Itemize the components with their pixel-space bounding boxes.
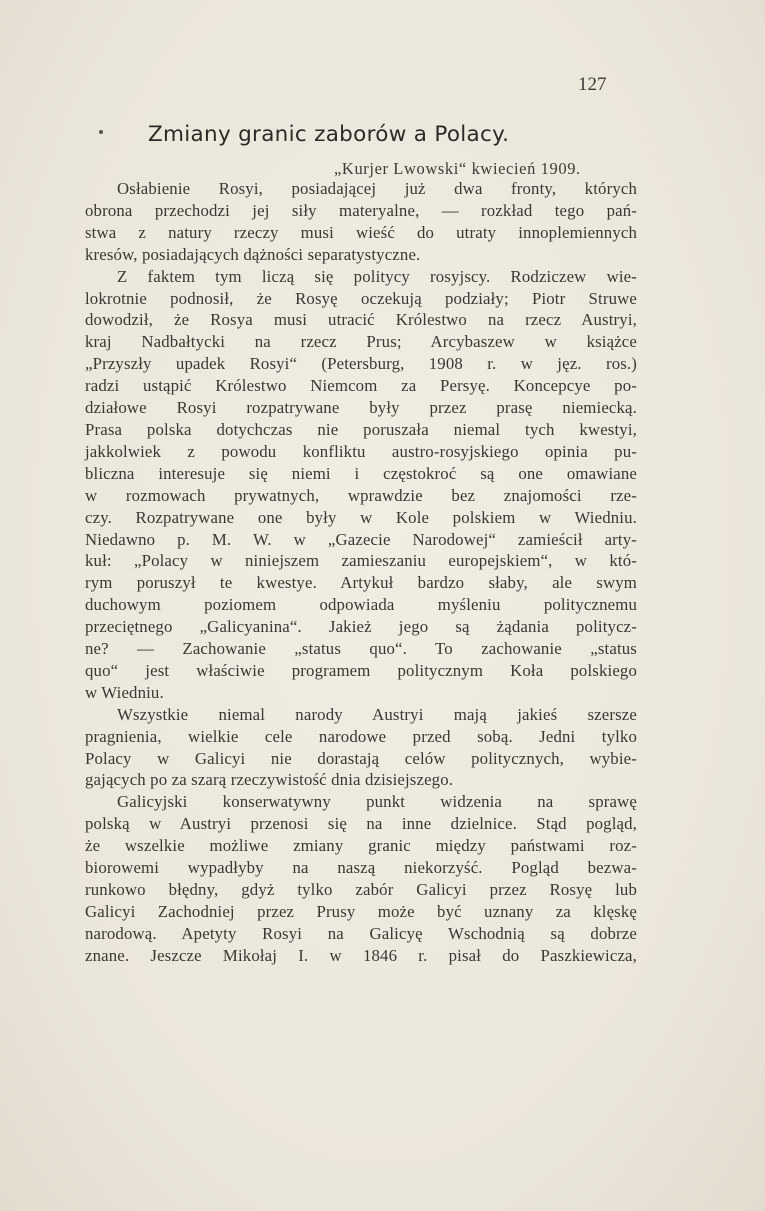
text-line: gających po za szarą rzeczywistość dnia dzisiejszego. (85, 770, 454, 790)
text-line: Niedawno p. M. W. w „Gazecie Narodowej“ zamieścił arty- (85, 529, 637, 549)
text-line: Z faktem tym liczą się politycy rosyjscy. Rodziczew wie- (117, 266, 637, 286)
text-line: bliczna interesuje się niemi i częstokroć są one omawiane (85, 463, 637, 483)
text-line: ne? — Zachowanie „status quo“. To zachowanie „status (85, 639, 637, 659)
text-line: „Przyszły upadek Rosyi“ (Petersburg, 1908 r. w jęz. ros.) (85, 354, 637, 374)
text-line: Wszystkie niemal narody Austryi mają jakieś szersze (117, 704, 637, 724)
text-line: kraj Nadbałtycki na rzecz Prus; Arcybaszew w książce (85, 332, 637, 352)
text-line: Osłabienie Rosyi, posiadającej już dwa fronty, których (117, 179, 637, 198)
text-line: Polacy w Galicyi nie dorastają celów politycznych, wybie- (85, 748, 637, 768)
text-line: narodową. Apetyty Rosyi na Galicyę Wschodnią są dobrze (85, 923, 637, 943)
text-line: radzi ustąpić Królestwo Niemcom za Persyę. Koncepcye po- (85, 376, 637, 396)
text-line: stwa z natury rzeczy musi wieść do utraty innoplemiennych (85, 222, 637, 242)
text-line: pragnienia, wielkie cele narodowe przed sobą. Jedni tylko (85, 726, 637, 746)
text-line: znane. Jeszcze Mikołaj I. w 1846 r. pisał do Paszkiewicza, (85, 945, 637, 965)
text-line: Prasa polska dotychczas nie poruszała niemal tych kwestyi, (85, 419, 637, 439)
text-line: dowodził, że Rosya musi utracić Królestwo na rzecz Austryi, (85, 310, 637, 330)
text-line: rym poruszył te kwestye. Artykuł bardzo słaby, ale swym (85, 573, 637, 593)
text-line: lokrotnie podnosił, że Rosyę oczekują podziały; Piotr Struwe (85, 288, 637, 308)
text-line: w rozmowach prywatnych, wprawdzie bez znajomości rze- (85, 485, 637, 505)
text-line: jakkolwiek z powodu konfliktu austro-rosyjskiego opinia pu- (85, 441, 637, 461)
text-line: obrona przechodzi jej siły materyalne, — rozkład tego pań- (85, 200, 637, 220)
article-body (85, 178, 637, 967)
text-line: polską w Austryi przenosi się na inne dzielnice. Stąd pogląd, (85, 814, 637, 834)
text-line: w Wiedniu. (85, 682, 164, 702)
text-line: kuł: „Polacy w niniejszem zamieszaniu europejskiem“, w któ- (85, 551, 637, 571)
text-line: Galicyjski konserwatywny punkt widzenia na sprawę (117, 792, 637, 812)
text-line: quo“ jest właściwie programem politycznym Koła polskiego (85, 660, 637, 680)
text-line: kresów, posiadających dążności separatystyczne. (85, 244, 421, 264)
text-line: Galicyi Zachodniej przez Prusy może być uznany za klęskę (85, 901, 637, 921)
text-line: przeciętnego „Galicyanina“. Jakież jego są żądania politycz- (85, 617, 637, 637)
text-line: czy. Rozpatrywane one były w Kole polskiem w Wiedniu. (85, 507, 637, 527)
text-line: runkowo błędny, gdyż tylko zabór Galicyi przez Rosyę lub (85, 880, 637, 899)
print-speck (99, 130, 103, 134)
article-title: Zmiany granic zaborów a Polacy. (148, 122, 510, 147)
text-line: duchowym poziomem odpowiada myśleniu politycznemu (85, 595, 637, 615)
text-line: działowe Rosyi rozpatrywane były przez prasę niemiecką. (85, 398, 637, 418)
article-source: „Kurjer Lwowski“ kwiecień 1909. (334, 159, 581, 178)
text-line: że wszelkie możliwe zmiany granic między państwami roz- (85, 836, 637, 856)
page-number: 127 (578, 74, 607, 95)
text-line: biorowemi wypadłyby na naszą niekorzyść. Pogląd bezwa- (85, 858, 637, 878)
